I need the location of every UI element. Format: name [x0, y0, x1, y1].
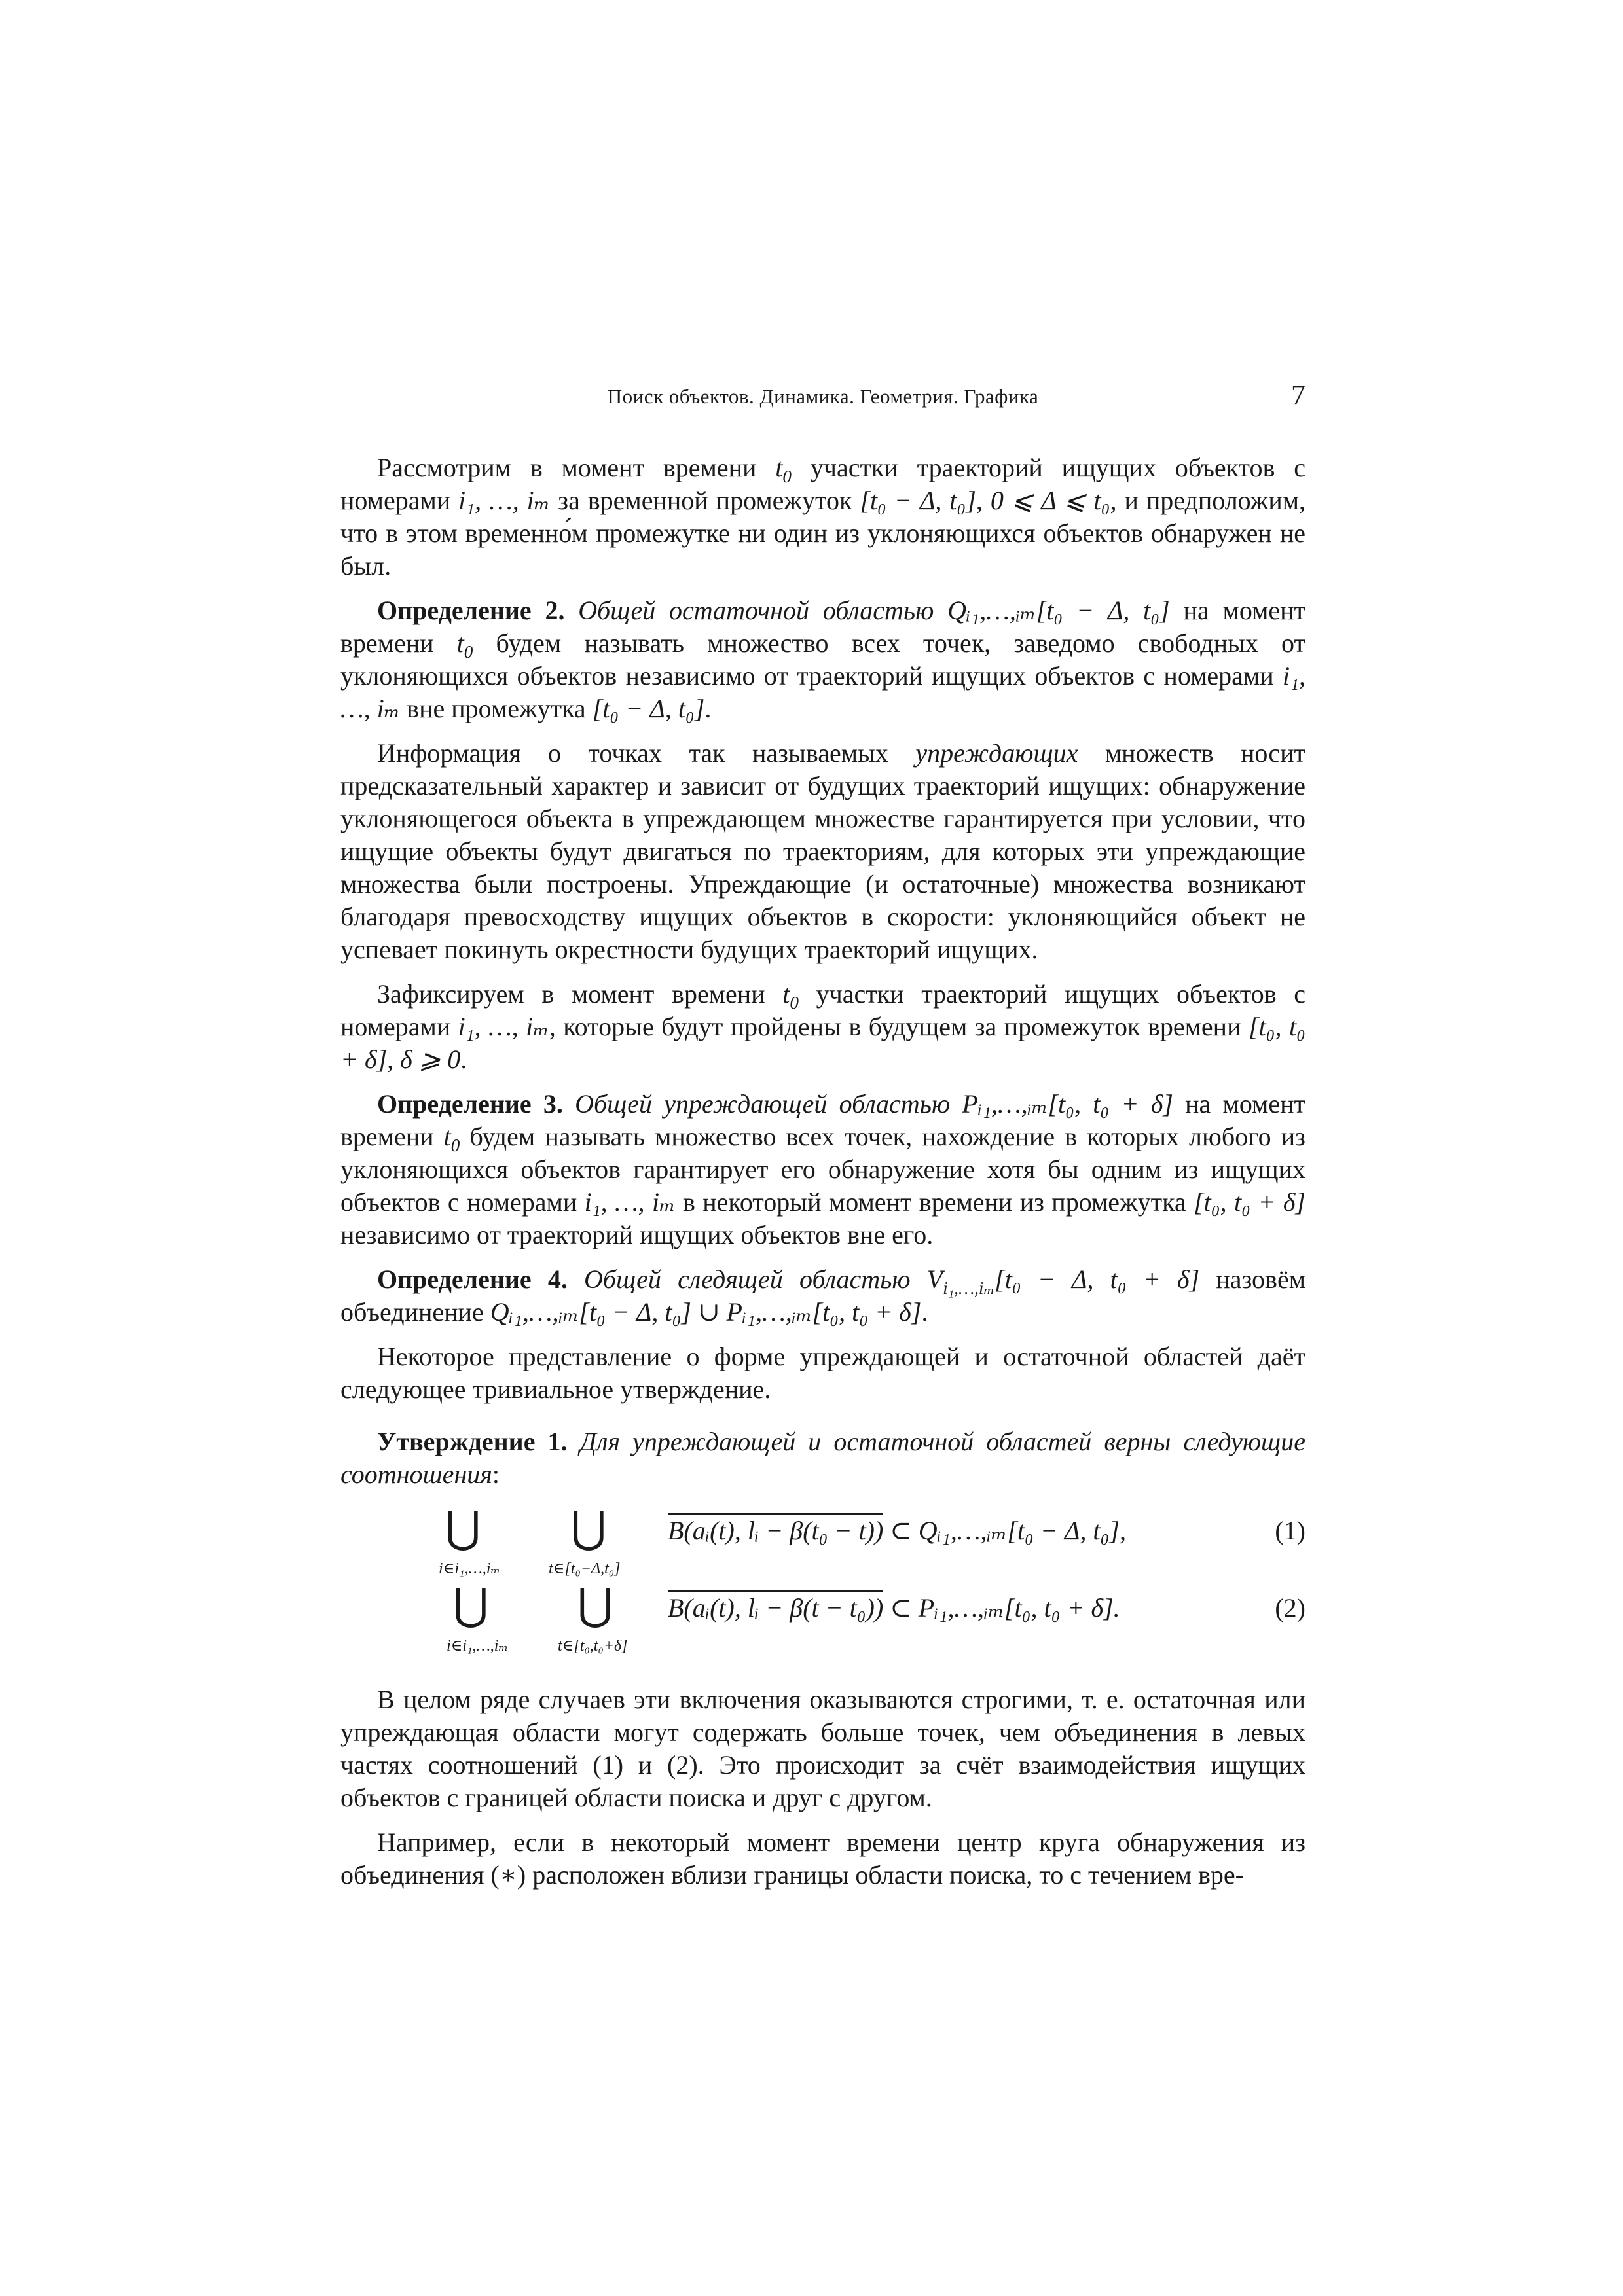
union-subscript: t∈[t₀−Δ,t₀]	[549, 1560, 621, 1577]
paragraph-strict-inclusions: В целом ряде случаев эти включения оказываются строгими, т. е. остаточная или упреждающая области могут содержать больше точек, чем объединения в левых частях соотношений (1) и (2). Это происходит за счёт взаимодействия ищущих объектов с границей области поиска и друг с другом.	[340, 1685, 1305, 1812]
union-symbol: ⋃	[571, 1504, 607, 1552]
math-condition: δ ⩾ 0	[400, 1045, 461, 1074]
union-symbol: ⋃	[453, 1581, 489, 1629]
running-title: Поиск объектов. Динамика. Геометрия. Графика	[607, 385, 1039, 408]
math-indices: i₁, …, iₘ	[340, 661, 1305, 723]
closure-expression: B(aᵢ(t), lᵢ − β(t − t₀))	[668, 1590, 883, 1623]
math-interval-future: [t₀, t₀ + δ]	[340, 1012, 1305, 1074]
equations	[340, 1504, 1305, 1664]
paragraph-example: Например, если в некоторый момент времени центр круга обнаружения из объединения (∗) расположен вблизи границы области поиска, то с течением вре-	[340, 1827, 1305, 1890]
paragraph-representation: Некоторое представление о форме упреждающей и остаточной областей даёт следующее тривиальное утверждение.	[340, 1342, 1305, 1404]
math-t0: $t_0$	[443, 1122, 460, 1155]
definition-2: Определение 2. Общей остаточной областью Qᵢ₁,…,ᵢₘ[t₀ − Δ, t₀] на момент времени $t_0$ будем называть множество всех точек, заведомо свободных от уклоняющихся объектов независимо от траекторий ищущих объектов с номерами i₁, …, iₘ вне промежутка [t₀ − Δ, t₀].	[340, 596, 1306, 723]
statement-text: Для упреждающей и остаточной областей верны следующие соотношения	[340, 1427, 1306, 1489]
equation-body: B(aᵢ(t), lᵢ − β(t₀ − t)) ⊂ Qᵢ₁,…,ᵢₘ[t₀ − Δ, t₀],	[668, 1515, 1126, 1547]
closure-expression: B(aᵢ(t), lᵢ − β(t₀ − t))	[668, 1513, 883, 1545]
equation-2	[340, 1581, 1305, 1659]
math-Q: Qᵢ₁,…,ᵢₘ[t₀ − Δ, t₀]	[947, 596, 1170, 625]
paragraph-intro: Рассмотрим в момент времени $t_0$ участки траекторий ищущих объектов с номерами i₁, …, iₘ за временной промежуток [t₀ − Δ, t₀], 0 ⩽ Δ ⩽ t₀, и предположим, что в этом временно́м промежутке ни один из уклоняющихся объектов обнаружен не был.	[340, 453, 1306, 581]
math-interval-past: [t₀ − Δ, t₀]	[592, 694, 705, 723]
math-union-QP: Qᵢ₁,…,ᵢₘ[t₀ − Δ, t₀] ∪ Pᵢ₁,…,ᵢₘ[t₀, t₀ + δ]	[490, 1297, 922, 1327]
math-condition: 0 ⩽ Δ ⩽ t₀	[990, 486, 1110, 515]
math-V: $V_{i_1,\dots,i_m}[t_0 - \Delta$, t₀ + δ]	[926, 1265, 1200, 1298]
math-interval-past: [t₀ − Δ, t₀]	[860, 486, 976, 515]
equation-number: (2)	[1275, 1593, 1305, 1623]
math-indices: i₁, …, iₘ	[458, 486, 551, 515]
math-indices: i₁, …, iₘ	[458, 1012, 549, 1041]
definition-label: Определение 2.	[377, 596, 565, 625]
math-P: Pᵢ₁,…,ᵢₘ[t₀, t₀ + δ]	[962, 1089, 1173, 1119]
union-subscript: i∈i₁,…,iₘ	[447, 1638, 509, 1655]
definition-term: Общей остаточной областью	[578, 596, 934, 625]
equation-number: (1)	[1275, 1516, 1305, 1545]
math-interval-future: [t₀, t₀ + δ]	[1194, 1187, 1305, 1217]
union-symbol: ⋃	[445, 1504, 481, 1552]
definition-label: Определение 3.	[377, 1089, 563, 1119]
paragraph-fix: Зафиксируем в момент времени $t_0$ участки траекторий ищущих объектов с номерами i₁, …, iₘ, которые будут пройдены в будущем за промежуток времени [t₀, t₀ + δ], δ ⩾ 0.	[340, 979, 1305, 1074]
definition-term: Общей упреждающей областью	[575, 1089, 951, 1119]
definition-4: Определение 4. Общей следящей областью $V_{i_1,\dots,i_m}[t_0 - \Delta$, t₀ + δ] назовём объединение Qᵢ₁,…,ᵢₘ[t₀ − Δ, t₀] ∪ Pᵢ₁,…,ᵢₘ[t₀, t₀ + δ].	[340, 1265, 1306, 1327]
emphasis-term: упреждающих	[915, 738, 1078, 768]
math-t0: $t_0$	[456, 628, 473, 662]
union-subscript: t∈[t₀,t₀+δ]	[558, 1638, 628, 1655]
definition-3: Определение 3. Общей упреждающей областью Pᵢ₁,…,ᵢₘ[t₀, t₀ + δ] на момент времени $t_0$ будем называть множество всех точек, нахождение в которых любого из уклоняющихся объектов гарантирует его обнаружение хотя бы одним из ищущих объектов с номерами i₁, …, iₘ в некоторый момент времени из промежутка [t₀, t₀ + δ] независимо от траекторий ищущих объектов вне его.	[340, 1089, 1306, 1249]
equation-1	[340, 1504, 1305, 1582]
running-header	[340, 379, 1305, 424]
math-t0: $t_0$	[775, 453, 792, 486]
page-number: 7	[1291, 379, 1305, 411]
definition-term: Общей следящей областью	[583, 1265, 911, 1294]
statement-1: Утверждение 1. Для упреждающей и остаточной областей верны следующие соотношения:	[340, 1427, 1306, 1489]
equation-body: B(aᵢ(t), lᵢ − β(t − t₀)) ⊂ Pᵢ₁,…,ᵢₘ[t₀, t₀ + δ].	[668, 1592, 1120, 1624]
union-subscript: i∈i₁,…,iₘ	[439, 1560, 501, 1577]
math-t0: $t_0$	[782, 979, 799, 1013]
union-symbol: ⋃	[577, 1581, 613, 1629]
math-indices: i₁, …, iₘ	[584, 1187, 676, 1217]
definition-label: Определение 4.	[377, 1265, 568, 1294]
main-text	[340, 452, 1305, 1903]
statement-label: Утверждение 1.	[377, 1427, 568, 1456]
paragraph-anticipating: Информация о точках так называемых упреждающих множеств носит предсказательный характер и зависит от будущих траекторий ищущих: обнаружение уклоняющегося объекта в упреждающем множестве гарантируется при условии, что ищущие объекты будут двигаться по траекториям, для которых эти упреждающие множества были построены. Упреждающие (и остаточные) множества возникают благодаря превосходству ищущих объектов в скорости: уклоняющийся объект не успевает покинуть окрестности будущих траекторий ищущих.	[340, 738, 1306, 964]
